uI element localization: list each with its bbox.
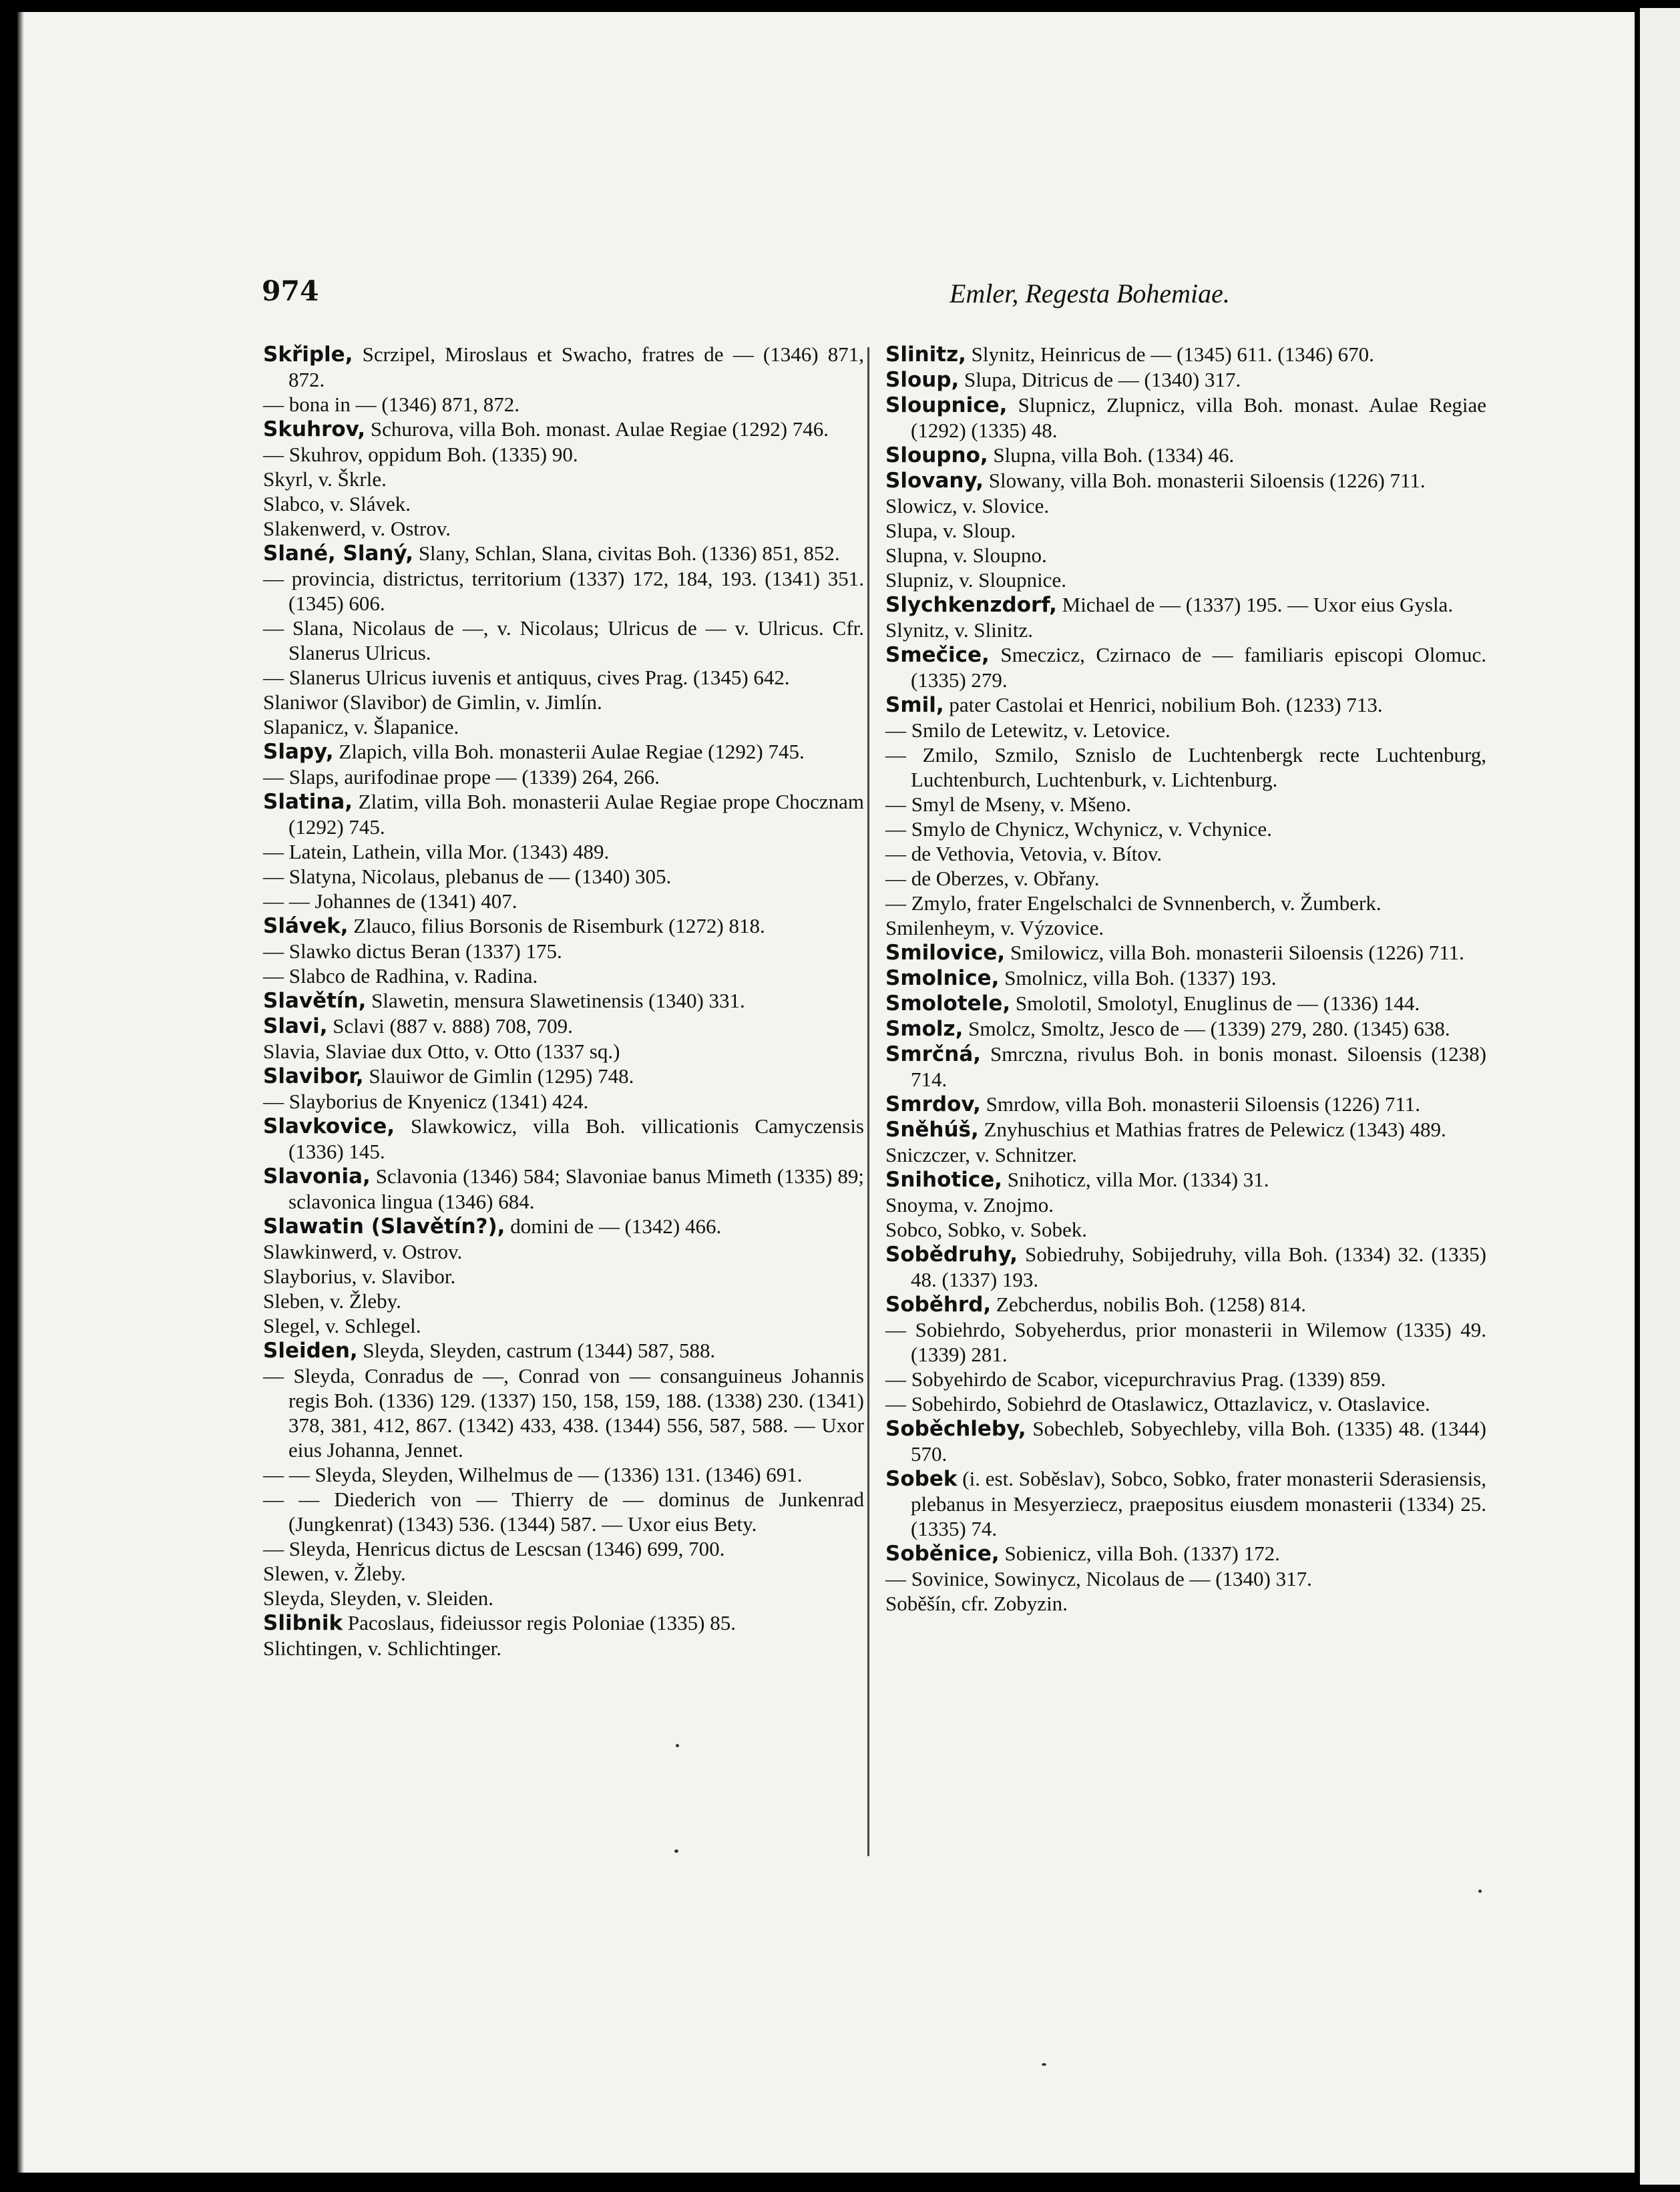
entry-text: Sleyda, Sleyden, castrum (1344) 587, 588. (357, 1339, 716, 1362)
index-entry (263, 789, 864, 839)
entry-text: Smrdow, villa Boh. monasterii Siloensis (1226) 711. (980, 1092, 1421, 1116)
index-entry (263, 1039, 864, 1064)
index-entry (885, 592, 1486, 618)
entry-text: — Smyl de Mseny, v. Mšeno. (885, 793, 1131, 816)
entry-headword: Smil, (885, 693, 944, 717)
index-entry (263, 839, 864, 864)
index-entry (263, 1064, 864, 1089)
entry-text: Sobiedruhy, Sobijedruhy, villa Boh. (1334) 32. (1335) 48. (1337) 193. (911, 1243, 1486, 1291)
index-entry (885, 1292, 1486, 1317)
index-entry (263, 690, 864, 714)
entry-text: Slupa, Ditricus de — (1340) 317. (959, 368, 1241, 391)
entry-headword: Slané, Slaný, (263, 541, 414, 566)
index-entry (263, 714, 864, 739)
entry-headword: Sobek (885, 1467, 958, 1491)
entry-text: — Smilo de Letewitz, v. Letovice. (885, 718, 1171, 742)
entry-text: — Slaps, aurifodinae prope — (1339) 264, 266. (263, 765, 660, 789)
entry-headword: Slatina, (263, 790, 353, 814)
entry-headword: Smilovice, (885, 941, 1006, 965)
index-entry (263, 1014, 864, 1039)
entry-headword: Slavibor, (263, 1064, 364, 1088)
index-entry (885, 618, 1486, 642)
index-entry (263, 1536, 864, 1561)
entry-text: Skyrl, v. Škrle. (263, 467, 387, 491)
index-entry (885, 841, 1486, 866)
left-column (263, 342, 864, 1661)
entry-text: — Zmylo, frater Engelschalci de Svnnenberch, v. Žumberk. (885, 891, 1382, 915)
index-entry (885, 718, 1486, 742)
entry-text: — Slayborius de Knyenicz (1341) 424. (263, 1090, 589, 1113)
index-entry (263, 392, 864, 417)
entry-headword: Slavi, (263, 1014, 328, 1038)
index-entry (263, 1214, 864, 1239)
index-entry (263, 1289, 864, 1313)
entry-text: — Sovinice, Sowinycz, Nicolaus de — (1340) 317. (885, 1567, 1312, 1590)
index-entry (885, 1092, 1486, 1117)
index-entry (885, 342, 1486, 367)
entry-text: — Zmilo, Szmilo, Sznislo de Luchtenbergk recte Luchtenburg, Luchtenburch, Luchtenburk, v. Lichtenburg. (885, 743, 1486, 791)
index-entry (263, 1487, 864, 1536)
entry-text: Sobechleb, Sobyechleby, villa Boh. (1335) 48. (1344) 570. (911, 1417, 1486, 1466)
entry-text: Smrczna, rivulus Boh. in bonis monast. Siloensis (1238) 714. (911, 1042, 1486, 1091)
entry-text: — Slana, Nicolaus de —, v. Nicolaus; Ulricus de — v. Ulricus. Cfr. Slanerus Ulricus. (263, 616, 864, 664)
index-entry (885, 1242, 1486, 1292)
running-title: Emler, Regesta Bohemiae. (950, 278, 1230, 308)
index-entry (263, 1561, 864, 1586)
entry-headword: Soběchleby, (885, 1417, 1026, 1441)
entry-text: Slavia, Slaviae dux Otto, v. Otto (1337 sq.) (263, 1040, 620, 1063)
adjacent-page-edge (1635, 8, 1680, 2185)
index-entry (885, 1117, 1486, 1142)
entry-text: Zlapich, villa Boh. monasterii Aulae Regiae (1292) 745. (333, 740, 805, 763)
entry-text: Slynitz, Heinricus de — (1345) 611. (1346) 670. (966, 343, 1374, 366)
entry-text: Sniczczer, v. Schnitzer. (885, 1143, 1077, 1166)
entry-text: Slaniwor (Slavibor) de Gimlin, v. Jimlín. (263, 690, 602, 714)
index-entry (263, 764, 864, 789)
entry-text: Zlauco, filius Borsonis de Risemburk (1272) 818. (348, 914, 765, 937)
page-edge-shadow (17, 12, 24, 2173)
index-entry (885, 367, 1486, 393)
entry-text: Sleyda, Sleyden, v. Sleiden. (263, 1586, 493, 1610)
page-number: 974 (262, 275, 319, 307)
entry-text: domini de — (1342) 466. (505, 1215, 722, 1238)
entry-text: Smolotil, Smolotyl, Enuglinus de — (1336) 144. (1010, 992, 1420, 1015)
index-entry (885, 1591, 1486, 1616)
page-header (262, 275, 1450, 315)
entry-headword: Smrdov, (885, 1092, 981, 1116)
index-entry (885, 1566, 1486, 1591)
entry-text: Slayborius, v. Slavibor. (263, 1265, 456, 1288)
entry-text: Snoyma, v. Znojmo. (885, 1193, 1054, 1217)
entry-text: Sclavonia (1346) 584; Slavoniae banus Mimeth (1335) 89; sclavonica lingua (1346) 684. (288, 1164, 864, 1213)
entry-text: pater Castolai et Henrici, nobilium Boh. (1233) 713. (943, 693, 1383, 716)
index-entry (263, 1610, 864, 1636)
entry-headword: Slavonia, (263, 1164, 371, 1188)
entry-text: Slegel, v. Schlegel. (263, 1314, 421, 1337)
entry-text: — Sleyda, Henricus dictus de Lescsan (1346) 699, 700. (263, 1537, 725, 1560)
entry-headword: Slychkenzdorf, (885, 593, 1057, 617)
entry-text: — de Oberzes, v. Obřany. (885, 867, 1100, 890)
entry-headword: Snihotice, (885, 1168, 1003, 1192)
entry-headword: Slavkovice, (263, 1114, 395, 1138)
index-entry (263, 566, 864, 616)
index-entry (885, 866, 1486, 891)
index-entry (885, 1541, 1486, 1566)
index-entry (885, 1167, 1486, 1192)
scan-speck (676, 1744, 679, 1747)
entry-headword: Smolotele, (885, 992, 1011, 1016)
entry-text: Smilenheym, v. Výzovice. (885, 916, 1104, 939)
entry-text: — Skuhrov, oppidum Boh. (1335) 90. (263, 443, 578, 466)
entry-headword: Soběhrd, (885, 1293, 992, 1317)
entry-headword: Skuhrov, (263, 417, 366, 441)
index-entry (263, 1264, 864, 1289)
index-entry (263, 1239, 864, 1264)
entry-text: Slauiwor de Gimlin (1295) 748. (363, 1064, 634, 1088)
index-entry (885, 393, 1486, 443)
index-entry (263, 616, 864, 665)
index-entry (263, 665, 864, 690)
entry-text: Slewen, v. Žleby. (263, 1562, 406, 1585)
entry-text: Slakenwerd, v. Ostrov. (263, 517, 451, 540)
entry-headword: Slávek, (263, 914, 349, 938)
entry-headword: Sleiden, (263, 1339, 358, 1363)
index-entry (885, 642, 1486, 692)
index-entry (263, 1313, 864, 1338)
entry-text: Slawkowicz, villa Boh. villicationis Camyczensis (1336) 145. (288, 1114, 864, 1163)
entry-headword: Sloupnice, (885, 393, 1008, 417)
entry-text: Smeczicz, Czirnaco de — familiaris episcopi Olomuc. (1335) 279. (911, 643, 1486, 692)
index-entry (885, 1217, 1486, 1242)
scan-speck (1042, 2063, 1046, 2066)
entry-headword: Smolnice, (885, 966, 1000, 990)
entry-headword: Smečice, (885, 643, 990, 667)
index-entry (885, 991, 1486, 1016)
entry-text: Slowany, villa Boh. monasterii Siloensis (1226) 711. (984, 469, 1426, 492)
right-column (885, 342, 1486, 1616)
entry-text: — — Diederich von — Thierry de — dominus de Junkenrad (Jungkenrat) (1343) 536. (1344) 587. — Uxor eius Bety. (263, 1488, 864, 1536)
index-entry (263, 1363, 864, 1462)
entry-text: Schurova, villa Boh. monast. Aulae Regiae (1292) 746. (365, 417, 829, 441)
entry-text: — Smylo de Chynicz, Wchynicz, v. Vchynice. (885, 817, 1272, 841)
index-entry (885, 1016, 1486, 1042)
entry-text: Sclavi (887 v. 888) 708, 709. (327, 1014, 573, 1038)
index-entry (263, 988, 864, 1014)
entry-headword: Slawatin (Slavětín?), (263, 1215, 505, 1239)
entry-headword: Sloupno, (885, 443, 988, 467)
index-entry (263, 963, 864, 988)
index-entry (263, 1089, 864, 1114)
entry-text: Slupnicz, Zlupnicz, villa Boh. monast. Aulae Regiae (1292) (1335) 48. (911, 393, 1486, 442)
entry-text: Zlatim, villa Boh. monasterii Aulae Regiae prope Chocznam (1292) 745. (288, 790, 864, 839)
index-entry (263, 1636, 864, 1661)
index-entry (263, 1462, 864, 1487)
index-entry (885, 891, 1486, 915)
entry-text: Slabco, v. Slávek. (263, 492, 411, 515)
index-entry (885, 1416, 1486, 1466)
index-entry (885, 940, 1486, 965)
index-entry (885, 817, 1486, 841)
index-entry (263, 541, 864, 566)
entry-text: Scrzipel, Miroslaus et Swacho, fratres de — (1346) 871, 872. (288, 343, 864, 391)
entry-text: — — Johannes de (1341) 407. (263, 889, 517, 913)
column-divider (867, 347, 869, 1856)
index-entry (885, 742, 1486, 792)
index-entry (885, 518, 1486, 543)
entry-text: — Latein, Lathein, villa Mor. (1343) 489. (263, 840, 610, 863)
entry-headword: Slavětín, (263, 989, 367, 1013)
entry-text: Slowicz, v. Slovice. (885, 494, 1050, 517)
entry-text: Smolnicz, villa Boh. (1337) 193. (999, 966, 1277, 990)
entry-text: Sleben, v. Žleby. (263, 1289, 401, 1313)
index-entry (263, 1164, 864, 1214)
index-entry (885, 468, 1486, 493)
entry-headword: Sloup, (885, 368, 960, 392)
entry-text: Snihoticz, villa Mor. (1334) 31. (1002, 1168, 1269, 1191)
entry-text: Slawkinwerd, v. Ostrov. (263, 1240, 463, 1263)
index-entry (263, 1586, 864, 1610)
index-entry (885, 915, 1486, 940)
entry-headword: Slovany, (885, 469, 984, 493)
index-entry (885, 1317, 1486, 1367)
index-entry (885, 493, 1486, 518)
index-entry (263, 342, 864, 392)
index-entry (263, 516, 864, 541)
entry-text: — — Sleyda, Sleyden, Wilhelmus de — (1336) 131. (1346) 691. (263, 1463, 803, 1486)
entry-text: Slupniz, v. Sloupnice. (885, 568, 1066, 592)
entry-text: Slupa, v. Sloup. (885, 519, 1016, 542)
index-entry (263, 939, 864, 963)
entry-text: — Slawko dictus Beran (1337) 175. (263, 939, 562, 963)
index-entry (885, 1142, 1486, 1167)
entry-text: Smolcz, Smoltz, Jesco de — (1339) 279, 280. (1345) 638. (963, 1017, 1450, 1040)
index-entry (885, 1391, 1486, 1416)
entry-text: Slupna, v. Sloupno. (885, 543, 1047, 567)
entry-headword: Smolz, (885, 1017, 964, 1041)
entry-text: Slapanicz, v. Šlapanice. (263, 715, 459, 738)
entry-text: — Sobyehirdo de Scabor, vicepurchravius Prag. (1339) 859. (885, 1367, 1386, 1391)
index-entry (263, 491, 864, 516)
entry-text: — Slatyna, Nicolaus, plebanus de — (1340) 305. (263, 865, 672, 888)
index-entry (885, 568, 1486, 592)
entry-text: — bona in — (1346) 871, 872. (263, 393, 520, 416)
index-entry (263, 1114, 864, 1164)
entry-headword: Slapy, (263, 740, 334, 764)
index-entry (263, 913, 864, 939)
entry-headword: Soběnice, (885, 1542, 1000, 1566)
index-entry (263, 739, 864, 764)
index-entry (885, 1466, 1486, 1541)
entry-text: Slany, Schlan, Slana, civitas Boh. (1336) 851, 852. (413, 541, 840, 565)
entry-text: Slichtingen, v. Schlichtinger. (263, 1636, 502, 1660)
index-entry (885, 792, 1486, 817)
entry-text: — provincia, districtus, territorium (1337) 172, 184, 193. (1341) 351. (1345) 606. (263, 567, 864, 615)
index-entry (885, 965, 1486, 991)
entry-text: — de Vethovia, Vetovia, v. Bítov. (885, 842, 1163, 865)
index-entry (263, 889, 864, 913)
index-entry (885, 692, 1486, 718)
index-entry (263, 864, 864, 889)
index-entry (885, 1042, 1486, 1092)
entry-headword: Smrčná, (885, 1042, 982, 1066)
index-entry (885, 543, 1486, 568)
entry-text: Sobienicz, villa Boh. (1337) 172. (999, 1542, 1280, 1565)
entry-text: — Slabco de Radhina, v. Radina. (263, 964, 538, 988)
index-entry (263, 1338, 864, 1363)
entry-text: — Sleyda, Conradus de —, Conrad von — consanguineus Johannis regis Boh. (1336) 129. (1337) 150, 158, 159, 188. (1338) 230. (1341) 378, 381, 412, 867. (1342) 433, 438. (1344) 556, 587, 588. — Uxor eius Johanna, Jennet. (263, 1364, 864, 1462)
entry-text: Pacoslaus, fideiussor regis Poloniae (1335) 85. (343, 1611, 737, 1634)
entry-text: Michael de — (1337) 195. — Uxor eius Gysla. (1056, 593, 1454, 616)
entry-text: Soběšín, cfr. Zobyzin. (885, 1592, 1068, 1615)
entry-text: — Sobehirdo, Sobiehrd de Otaslawicz, Ottazlavicz, v. Otaslavice. (885, 1392, 1430, 1415)
entry-text: (i. est. Soběslav), Sobco, Sobko, frater monasterii Sderasiensis, plebanus in Mesyerziecz, praepositus eiusdem monasterii (1334) 25. (1335) 74. (911, 1467, 1486, 1540)
entry-text: Slawetin, mensura Slawetinensis (1340) 331. (366, 989, 745, 1012)
index-entry (885, 1192, 1486, 1217)
entry-headword: Skřiple, (263, 343, 353, 367)
index-entry (885, 1367, 1486, 1391)
entry-headword: Slinitz, (885, 343, 966, 367)
entry-text: Zebcherdus, nobilis Boh. (1258) 814. (991, 1293, 1306, 1316)
entry-text: Slupna, villa Boh. (1334) 46. (988, 443, 1235, 467)
entry-text: — Slanerus Ulricus iuvenis et antiquus, cives Prag. (1345) 642. (263, 666, 790, 689)
entry-headword: Sněhúš, (885, 1118, 979, 1142)
scan-speck (1478, 1890, 1482, 1893)
entry-text: Smilowicz, villa Boh. monasterii Siloensis (1226) 711. (1005, 941, 1464, 964)
entry-text: — Sobiehrdo, Sobyeherdus, prior monasterii in Wilemow (1335) 49. (1339) 281. (885, 1318, 1486, 1366)
index-entry (263, 467, 864, 491)
index-entry (263, 417, 864, 442)
index-entry (885, 443, 1486, 468)
entry-headword: Sobědruhy, (885, 1243, 1018, 1267)
index-entry (263, 442, 864, 467)
entry-headword: Slibnik (263, 1611, 343, 1635)
entry-text: Sobco, Sobko, v. Sobek. (885, 1218, 1087, 1241)
entry-text: Slynitz, v. Slinitz. (885, 618, 1034, 642)
entry-text: Znyhuschius et Mathias fratres de Pelewicz (1343) 489. (978, 1118, 1446, 1141)
scan-speck (674, 1849, 678, 1853)
